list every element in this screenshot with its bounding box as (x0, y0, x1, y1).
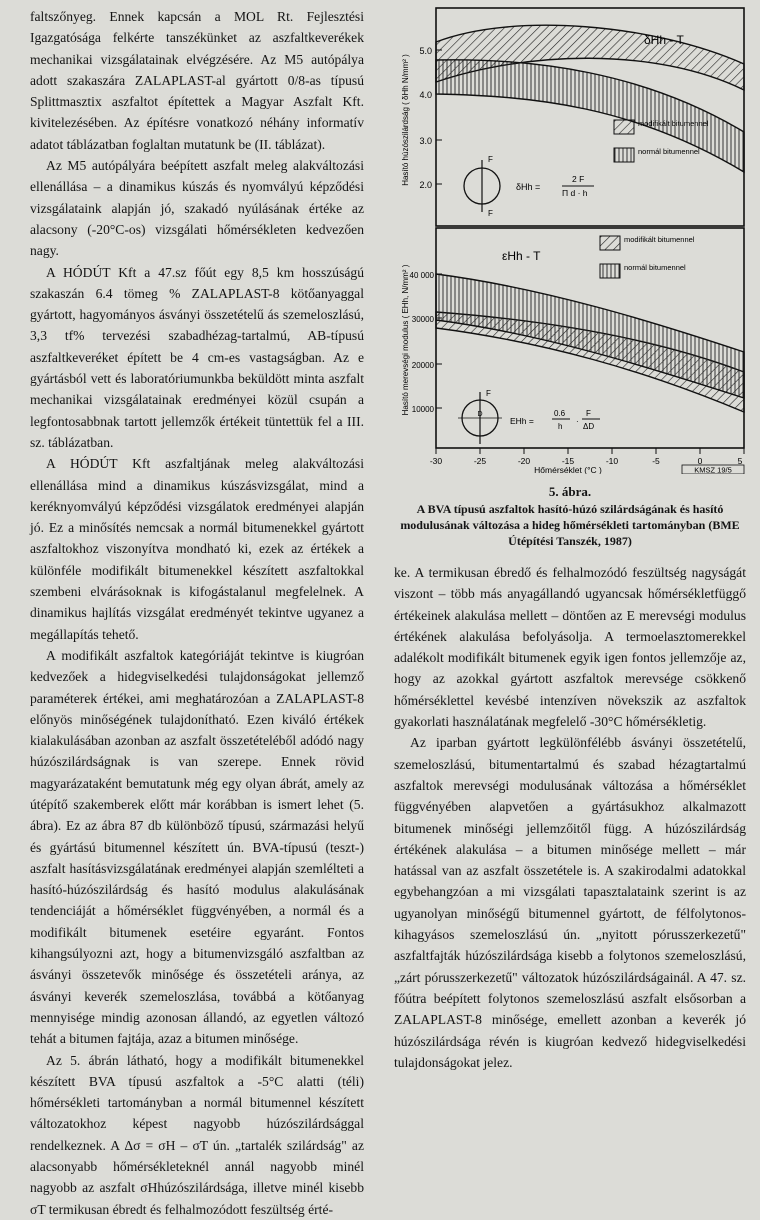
figure-caption (394, 484, 746, 549)
normal-band-stiffness (436, 274, 744, 398)
paragraph: A HÓDÚT Kft a 47.sz főút egy 8,5 km hosszúságú szakaszán 6.4 tömeg % ZALAPLAST-8 kötőanyaggal gyártott, hagyományos ásványi összetételű ás szemeloszlású, 3,3 tf% tervezési szabadhézag-tartalmú, AB-típusú aszfaltkeveréket épített be 4 cm-es vastagságban. Az e gyártásból vett és laboratóriumunkba beküldött minta aszfalt mechanikai vizsgálatainak eredményei közül csupán a legfontosabbnak tartott jellemzők értékeit tüntettük fel a III. sz. táblázatban. (30, 264, 364, 450)
paragraph: Az 5. ábrán látható, hogy a modifikált bitumenekkel készített BVA típusú aszfaltok a -5°C alatti (téli) hőmérsékleti tartományban a normál bitumennel készített változatokhoz képest nagyobb húzószilárdsággal rendelkeznek. A Δσ = σH – σT ún. „tartalék szilárdság" az alacsonyabb hőmérsékleteknél annál nagyobb minél nagyobb az aszfalt σHhúzószilárdsága, illetve minél kisebb σT termikusan ébredt és felhalmozódott feszültség érté- (30, 1052, 364, 1217)
y-tick-label: 40 000 (409, 271, 434, 280)
figure-drawing (394, 2, 750, 474)
paragraph: ke. A termikusan ébredő és felhalmozódó feszültség nagyságát viszont – több más anyagállandó ugyancsak hőmérsékletfüggő értékeinek alakulása mellett – döntően az E merevségi modulus értékének alakulása befolyásolja. A termoelasztomerekkel adalékolt modifikált bitumenek egyik igen fontos jellemzője az, hogy az azokkal gyártott aszfaltok merevsége csökkenő hőmérséklettel kevésbé intenzíven növekszik az aszfaltok gyakorlati használatának megfelelő -30°C hőmérsékletig. (394, 565, 746, 730)
y-tick-label: 10000 (411, 405, 434, 414)
paragraph: Az M5 autópályára beépített aszfalt meleg alakváltozási ellenállása – a dinamikus kúszás és nyomvályú képződési vizsgálataink alapján jó, szakadó nyúlásának értéke az alacsony (-20°C-os) vizsgálati hőmérsékleten kedvezően nagy. (30, 158, 364, 259)
legend-swatch-normal (600, 264, 620, 278)
top-chart (401, 8, 744, 226)
formula-numerator: F (586, 409, 591, 418)
x-axis (430, 448, 744, 474)
stamp-label: KMSZ 19/5 (694, 465, 732, 474)
figure-5 (394, 2, 750, 474)
x-tick-label: -25 (473, 456, 487, 466)
x-axis-label: Hőmérséklet (°C ) (534, 465, 602, 474)
paragraph: Az iparban gyártott legkülönfélébb ásványi összetételű, szemeloszlású, bitumentartalmú és szabad hézagtartalmú aszfaltok merevségi modulusának változása a hőmérséklet függvényében alapvetően a gyártásukhoz alkalmazott bitumenek minőségi jellemzőitől függ. A húzószilárdság értékének alakulása – a bitumen minősége mellett – már hatással van az aszfalt összetétele is. A szakirodalmi adatokkal egybehangzóan a mi vizsgálati tapasztalataink szerint is az ugyanolyan minőségű bitumennel gyártott, de félfolytonos-kihagyásos szemeloszlású ún. „nyitott pórusszerkezetű" aszfaltfajták húzószilárdsága kisebb a folytonos szemeloszlású, „zárt pórusszerkezetű" változatok húzószilárdságainál. A 47. sz. főútra beépített folytonos szemeloszlású aszfalt elsősorban a ZALAPLAST-8 minősége, emellett azonban a keverék jó húzószilárdsága révén is kiugróan kedvező hidegviselkedési tulajdonságokat jelez. (394, 735, 746, 1070)
y-axis-label: Hasító merevségi modulus ( EHh, N/mm² ) (401, 264, 410, 416)
figure-number: 5. ábra. (548, 484, 592, 499)
formula-numerator: 0.6 (554, 409, 566, 418)
left-text-column (30, 6, 364, 1220)
svg-text:·: · (576, 417, 579, 426)
formula: EHh = (510, 416, 534, 426)
y-tick-label: 5.0 (419, 46, 432, 56)
legend-label: normál bitumennel (624, 263, 686, 272)
caption-text: A BVA típusú aszfaltok hasító-húzó szilárdságának és hasító modulusának változása a hideg hőmérsékleti tartományban (BME Útépítési Tanszék, 1987) (400, 502, 740, 548)
y-tick-label: 4.0 (419, 90, 432, 100)
x-tick-label: -10 (605, 456, 619, 466)
legend-swatch-modified (600, 236, 620, 250)
formula-numerator: 2 F (572, 174, 585, 184)
bottom-chart (401, 228, 744, 448)
svg-text:F: F (488, 209, 493, 218)
x-tick-label: -30 (429, 456, 443, 466)
formula-denominator: h (558, 422, 563, 431)
x-tick-label: 0 (697, 456, 703, 466)
svg-text:F: F (488, 155, 493, 164)
formula: δHh = (516, 182, 541, 192)
y-tick-label: 3.0 (419, 136, 432, 146)
svg-text:F: F (486, 389, 491, 398)
legend-label: modifikált bitumennel (624, 235, 695, 244)
y-tick-label: 2.0 (419, 180, 432, 190)
formula-denominator: Π d · h (562, 188, 588, 198)
legend-label: modifikált bitumennel (638, 119, 709, 128)
x-tick-label: 5 (737, 456, 743, 466)
paragraph: faltszőnyeg. Ennek kapcsán a MOL Rt. Fejlesztési Igazgatósága felkérte tanszékünket az aszfaltkeverékek mechanikai vizsgálatainak elvégzésére. Az M5 autópálya adott szakaszára ZALAPLAST-al gyártott 0/8-as típusú Splittmasztix aszfaltot építettek a Magyar Aszfalt Kft. kivitelezésében. Az építésre vonatkozó néhány informatív adatot táblázatban foglaltan mutatunk be (II. táblázat). (30, 9, 364, 152)
formula-denominator: ΔD (583, 422, 595, 431)
legend-swatch-modified (614, 120, 634, 134)
x-tick-label: -20 (517, 456, 531, 466)
top-chart-title: δHh - T (644, 33, 684, 47)
y-tick-label: 20000 (411, 361, 434, 370)
x-tick-label: -15 (561, 456, 575, 466)
legend-label: normál bitumennel (638, 147, 700, 156)
legend-swatch-normal (614, 148, 634, 162)
y-tick-label: 30000 (411, 315, 434, 324)
paragraph: A HÓDÚT Kft aszfaltjának meleg alakváltozási ellenállása mind a dinamikus kúszásvizsgálat, mind a keréknyomvályú képződési vizsgálatok eredményei alapján jó. Ez a minősítés nemcsak a normál bitumenekkel gyártott aszfaltokhoz viszonyítva mondható ki, ezek az értékek a különféle modifikált bitumenekkel készített aszfaltokkal szembeni elvárásoknak is kifogástalanul megfelelnek. A dinamikus hajlítás vizsgálat eredményét tekintve ugyanez a megállapítás tehető. (30, 456, 364, 642)
bottom-chart-title: εHh - T (502, 249, 541, 263)
svg-text:D: D (477, 411, 483, 418)
y-axis-label: Hasító húzószilárdság ( δHh N/mm² ) (401, 54, 410, 186)
paragraph: A modifikált aszfaltok kategóriáját tekintve is kiugróan kedvezőek a hidegviselkedési tulajdonságokat jellemző paraméterek értékei, ami meghatározóan a ZALAPLAST-8 előnyös minőségének tulajdonítható. Ezen kiváló értékek kialakulásában azonban az aszfalt összetételéből adódó nagy húzószilárdságnak is van szerepe. Ennek rövid magyarázataként bemutatunk még egy olyan ábrát, amely az útépítő szakemberek előtt már korábban is ismert lehet (5. ábra). Ez az ábra 87 db különböző típusú, származási helyű és gyártású bitumennel készített ún. BVA-típusú (teszt-) aszfalt hasításvizsgálatának eredményei alapján szemlélteti a hasító-húzószilárdság és hasító modulus alakulásának tendenciáját a hőmérséklet függvényében, a normál és a modifikált bitumenek esetéire egyaránt. Fontos kihangsúlyozni azt, hogy a bitumenvizsgáló aszfaltban az ásványi összetevők minősége és összetételi aránya, az ásványi keverék szemeloszlása, továbbá a kötőanyag mennyisége mindig azonosan állandó, az egyetlen változó tehát a bitumen fajtája, azaz a bitumen minősége. (30, 647, 364, 1047)
right-text-column (394, 562, 746, 1073)
x-tick-label: -5 (652, 456, 660, 466)
